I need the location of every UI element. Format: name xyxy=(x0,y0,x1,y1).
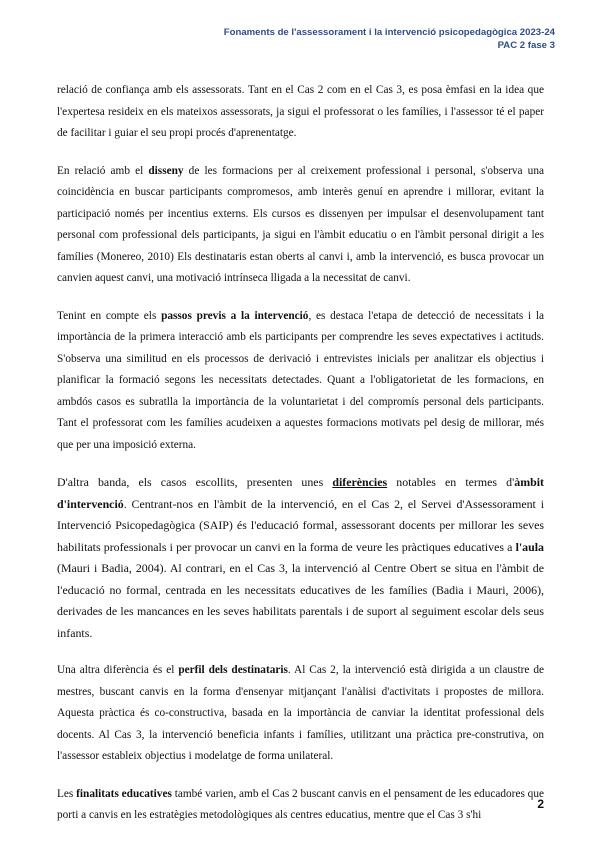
bold-term-perfil: perfil dels destinataris xyxy=(178,664,288,676)
text: , es destaca l'etapa de detecció de necessitats i la importància de la primera interacció amb els participants per comprendre les seves expectatives i actituds. S'observa una similitud en els processos de derivació i entrevistes inicials per analitzar els objectius i planificar la formació segons les necessitats detectades. Quant a l'obligatorietat de les formacions, en ambdós casos es subratlla la importància de la voluntarietat i del compromís personal dels participants. Tant el professorat com les famílies acudeixen a aquestes formacions motivats pel desig de millorar, més que per una imposició externa. xyxy=(57,309,545,451)
bold-term-aula: l'aula xyxy=(515,539,544,554)
text: notables en termes d' xyxy=(387,475,515,489)
header-assignment: PAC 2 fase 3 xyxy=(497,40,555,51)
paragraph-2 xyxy=(57,161,544,290)
paragraph-4 xyxy=(57,472,544,644)
bold-term-finalitats: finalitats educatives xyxy=(76,787,172,800)
text: . Al Cas 2, la intervenció està dirigida a un claustre de mestres, buscant canvis en la forma d'ensenyar mitjançant l'anàlisi d'activitats i propostes de millora. Aquesta pràctica és co-constructiva, basada en la importància de canviar la identitat professional dels docents. Al Cas 3, la intervenció beneficia infants i famílies, utilitzant una pràctica pre-construtiva, on l'assessor estableix objectius i modelatge de forma unilateral. xyxy=(57,664,544,762)
text: de les formacions per al creixement professional i personal, s'observa una coincidència en buscar participants compromesos, amb interès genuí en aprendre i millorar, evitant la participació només per incentius externs. Els cursos es dissenyen per impulsar el desenvolupament tant personal com professional dels participants, ja sigui en l'àmbit educatiu o en l'àmbit personal dirigit a les famílies (Monereo, 2010) Els destinataris estan oberts al canvi i, amb la intervenció, es busca provocar un canvien aquest canvi, una motivació intrínseca lligada a la necessitat de canvi. xyxy=(57,164,544,284)
text: també varien, amb el Cas 2 buscant canvis en el pensament de les educadores que porti a canvis en les estratègies metodològiques als centres educatius, mentre que el Cas 3 s'hi xyxy=(57,787,544,821)
paragraph-5 xyxy=(57,660,544,768)
text: (Mauri i Badia, 2004). Al contrari, en el Cas 3, la intervenció al Centre Obert se situa en l'àmbit de l'educació no formal, centrada en les necessitats educatives de les famílies (Badia i Mauri, 2006), derivades de les mancances en les seves habilitats parentals i de suport al seguiment escolar dels seus infants. xyxy=(57,561,544,640)
text: Les xyxy=(57,787,77,800)
bold-term-disseny: disseny xyxy=(148,164,184,177)
page-number: 2 xyxy=(537,797,544,811)
page-header xyxy=(224,26,555,52)
bold-term-ambit: àmbit d'intervenció xyxy=(57,475,544,511)
bold-term-passos-previs: passos previs a la intervenció xyxy=(161,309,309,322)
document-body xyxy=(57,80,544,843)
paragraph-6 xyxy=(57,784,544,827)
paragraph-3 xyxy=(57,306,544,457)
text: Tenint en compte els xyxy=(57,309,162,322)
text: . Centrant-nos en l'àmbit de la intervenció, en el Cas 2, el Servei d'Assessorament i Intervenció Psicopedagògica (SAIP) és l'educació formal, assessorant docents per millorar les seves habilitats professionals i per provocar un canvi en la forma de veure les pràctiques educatives a xyxy=(57,496,544,554)
text: D'altra banda, els casos escollits, presenten unes xyxy=(57,475,333,489)
text: En relació amb el xyxy=(57,164,149,177)
header-course-title: Fonaments de l'assessorament i la intervenció psicopedagògica 2023-24 xyxy=(223,27,555,38)
text: Una altra diferència és el xyxy=(57,664,179,676)
bold-term-diferencies: diferències xyxy=(332,475,388,489)
paragraph-1: relació de confiança amb els assessorats. Tant en el Cas 2 com en el Cas 3, es posa èmfasi en la idea que l'expertesa resideix en els mateixos assessorats, ja sigui el professorat o les famílies, i l'assessor té el paper de facilitar i guiar el seu propi procés d'aprenentatge. xyxy=(57,84,544,139)
